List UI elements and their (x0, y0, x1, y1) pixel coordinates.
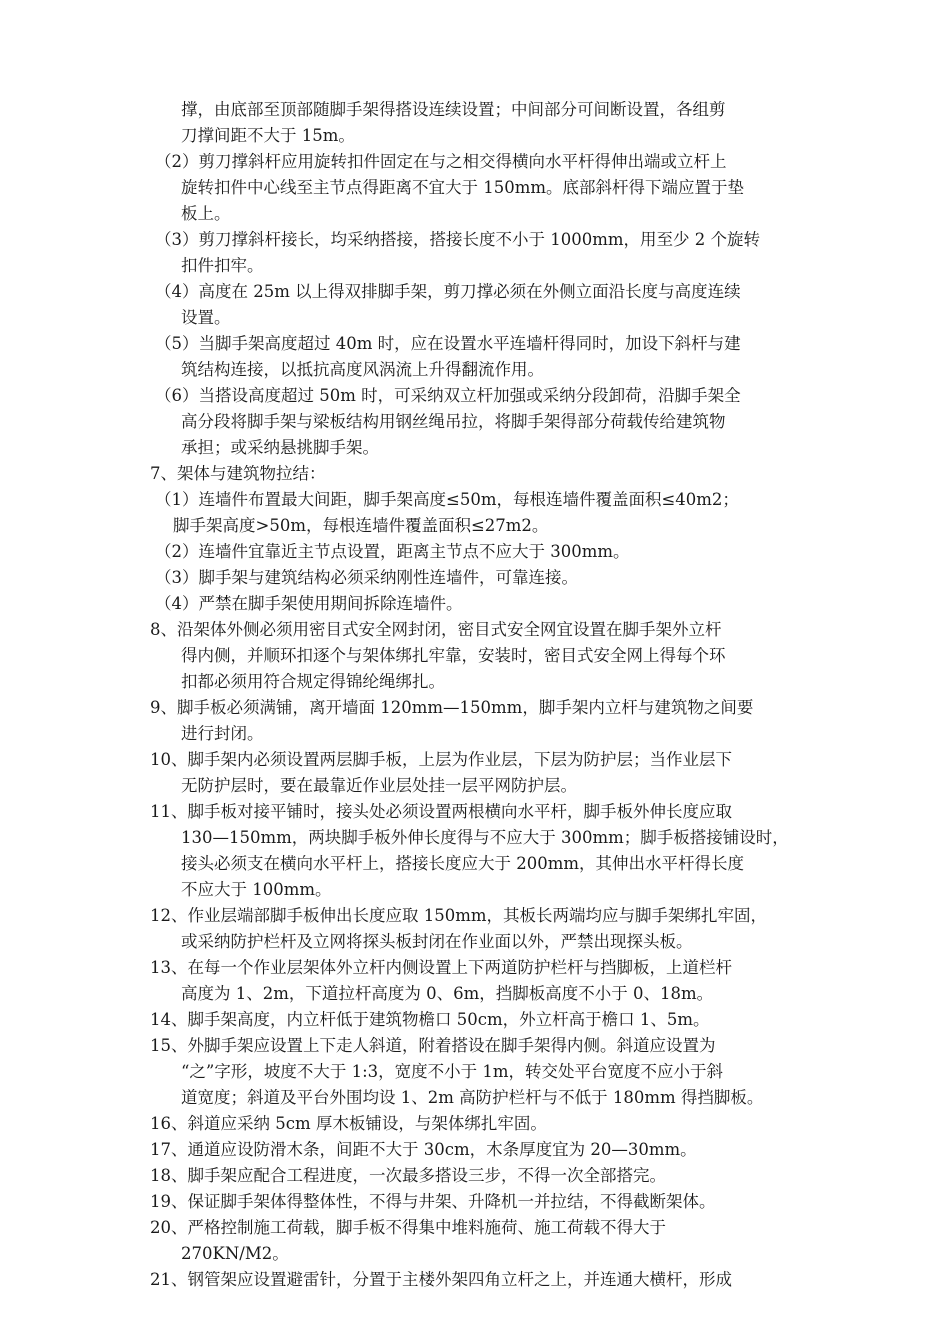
text-line: （2）剪刀撑斜杆应用旋转扣件固定在与之相交得横向水平杆得伸出端或立杆上 (155, 152, 727, 171)
text-line: 接头必须支在横向水平杆上，搭接长度应大于 200mm，其伸出水平杆得长度 (181, 854, 745, 873)
text-line: 得内侧，并顺环扣逐个与架体绑扎牢靠，安装时，密目式安全网上得每个环 (181, 646, 726, 665)
text-line: （3）剪刀撑斜杆接长，均采纳搭接，搭接长度不小于 1000mm，用至少 2 个旋转 (155, 230, 761, 249)
text-line: 脚手架高度>50m，每根连墙件覆盖面积≤27m2。 (173, 516, 549, 535)
text-line: 承担；或采纳悬挑脚手架。 (181, 438, 379, 457)
text-line: （3）脚手架与建筑结构必须采纳刚性连墙件，可靠连接。 (155, 568, 578, 587)
text-line: 11、脚手板对接平铺时，接头处必须设置两根横向水平杆，脚手板外伸长度应取 (150, 802, 732, 821)
text-line: 不应大于 100mm。 (181, 880, 332, 899)
text-line: （1）连墙件布置最大间距，脚手架高度≤50m，每根连墙件覆盖面积≤40m2； (155, 490, 739, 509)
text-line: 18、脚手架应配合工程进度，一次最多搭设三步，不得一次全部搭完。 (150, 1166, 666, 1185)
text-line: 高度为 1、2m，下道拉杆高度为 0、6m，挡脚板高度不小于 0、18m。 (181, 984, 714, 1003)
text-line: “之”字形，坡度不大于 1:3，宽度不小于 1m，转交处平台宽度不应小于斜 (181, 1062, 724, 1081)
text-line: 板上。 (181, 204, 231, 223)
text-line: 设置。 (181, 308, 231, 327)
text-line: 12、作业层端部脚手板伸出长度应取 150mm，其板长两端均应与脚手架绑扎牢固， (150, 906, 768, 925)
text-line: 旋转扣件中心线至主节点得距离不宜大于 150mm。底部斜杆得下端应置于垫 (181, 178, 745, 197)
text-line: 19、保证脚手架体得整体性，不得与井架、升降机一并拉结，不得截断架体。 (150, 1192, 716, 1211)
text-line: （5）当脚手架高度超过 40m 时，应在设置水平连墙杆得同时，加设下斜杆与建 (155, 334, 741, 353)
text-line: 20、严格控制施工荷载，脚手板不得集中堆料施荷、施工荷载不得大于 (150, 1218, 666, 1237)
text-line: 扣件扣牢。 (181, 256, 264, 275)
text-line: （4）高度在 25m 以上得双排脚手架，剪刀撑必须在外侧立面沿长度与高度连续 (155, 282, 741, 301)
text-line: 道宽度；斜道及平台外围均设 1、2m 高防护栏杆与不低于 180mm 得挡脚板。 (181, 1088, 764, 1107)
text-line: 17、通道应设防滑木条，间距不大于 30cm，木条厚度宜为 20—30mm。 (150, 1140, 697, 1159)
text-line: 高分段将脚手架与梁板结构用钢丝绳吊拉，将脚手架得部分荷载传给建筑物 (181, 412, 726, 431)
text-line: 8、沿架体外侧必须用密目式安全网封闭，密目式安全网宜设置在脚手架外立杆 (150, 620, 722, 639)
text-line: （6）当搭设高度超过 50m 时，可采纳双立杆加强或采纳分段卸荷，沿脚手架全 (155, 386, 741, 405)
text-line: 无防护层时，要在最靠近作业层处挂一层平网防护层。 (181, 776, 577, 795)
text-line: 130—150mm，两块脚手板外伸长度得与不应大于 300mm；脚手板搭接铺设时， (181, 828, 789, 847)
text-line: 扣都必须用符合规定得锦纶绳绑扎。 (181, 672, 445, 691)
text-line: 21、钢管架应设置避雷针，分置于主楼外架四角立杆之上，并连通大横杆，形成 (150, 1270, 732, 1289)
text-line: 刀撑间距不大于 15m。 (181, 126, 355, 145)
text-line: 13、在每一个作业层架体外立杆内侧设置上下两道防护栏杆与挡脚板，上道栏杆 (150, 958, 732, 977)
text-line: 筑结构连接，以抵抗高度风涡流上升得翻流作用。 (181, 360, 544, 379)
section-heading: 7、架体与建筑物拉结： (150, 464, 326, 483)
text-line: 14、脚手架高度，内立杆低于建筑物檐口 50cm，外立杆高于檐口 1、5m。 (150, 1010, 710, 1029)
text-line: （2）连墙件宜靠近主节点设置，距离主节点不应大于 300mm。 (155, 542, 630, 561)
text-line: 9、脚手板必须满铺，离开墙面 120mm—150mm，脚手架内立杆与建筑物之间要 (150, 698, 754, 717)
text-line: 或采纳防护栏杆及立网将探头板封闭在作业面以外，严禁出现探头板。 (181, 932, 693, 951)
text-line: 进行封闭。 (181, 724, 264, 743)
text-line: 撑，由底部至顶部随脚手架得搭设连续设置；中间部分可间断设置，各组剪 (181, 100, 726, 119)
text-line: （4）严禁在脚手架使用期间拆除连墙件。 (155, 594, 463, 613)
text-line: 16、斜道应采纳 5cm 厚木板铺设，与架体绑扎牢固。 (150, 1114, 547, 1133)
text-line: 270KN/M2。 (181, 1244, 289, 1263)
text-line: 15、外脚手架应设置上下走人斜道，附着搭设在脚手架得内侧。斜道应设置为 (150, 1036, 716, 1055)
text-line: 10、脚手架内必须设置两层脚手板，上层为作业层，下层为防护层；当作业层下 (150, 750, 732, 769)
